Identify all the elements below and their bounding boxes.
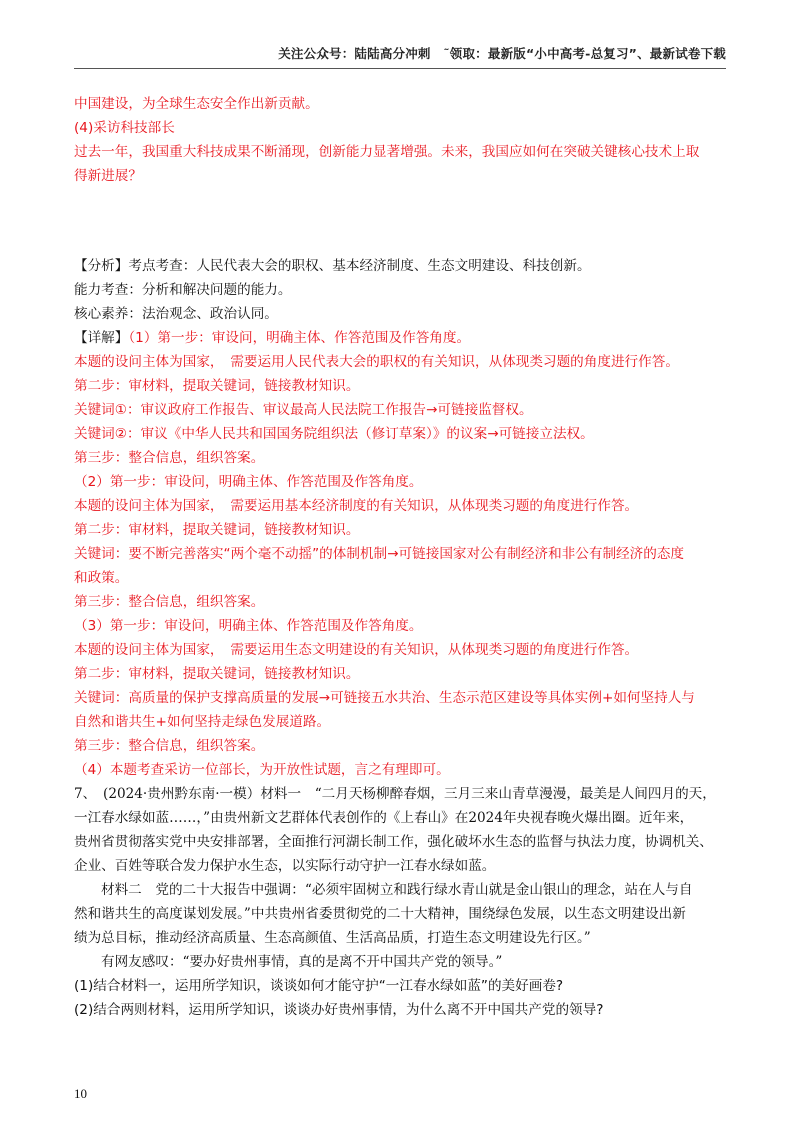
analysis-line-1: 【分析】考点考查：人民代表大会的职权、基本经济制度、生态文明建设、科技创新。	[74, 258, 591, 274]
detail-step-1: （1）第一步：审设问，明确主体、作答范围及作答角度。	[128, 330, 471, 346]
part3-line-6: 第三步：整合信息，组织答案。	[74, 738, 265, 754]
part2-line-3: 第二步：审材料，提取关键词，链接教材知识。	[74, 522, 360, 538]
material2-line-3: 绩为总目标，推动经济高质量、生态高颜值、生活高品质，打造生态文明建设先行区。”	[74, 930, 591, 946]
header-divider	[74, 68, 726, 69]
analysis-line-2: 能力考查：分析和解决问题的能力。	[74, 282, 292, 298]
page-content	[74, 92, 726, 1022]
detail-line-6: 第三步：整合信息，组织答案。	[74, 450, 265, 466]
part2-line-2: 本题的设问主体为国家， 需要运用基本经济制度的有关知识，从体现类习题的角度进行作答。	[74, 498, 639, 514]
top-line-1: 中国建设，为全球生态安全作出新贡献。	[74, 96, 319, 112]
part3-line-3: 第二步：审材料，提取关键词，链接教材知识。	[74, 666, 360, 682]
material2-line-2: 然和谐共生的高度谋划发展。”中共贵州省委贯彻党的二十大精神，围绕绿色发展，以生态文明建设出新	[74, 906, 686, 922]
part3-line-5: 自然和谐共生+如何坚持走绿色发展道路。	[74, 714, 331, 730]
detail-line-2: 本题的设问主体为国家， 需要运用人民代表大会的职权的有关知识，从体现类习题的角度进行作答。	[74, 354, 679, 370]
detail-line-3: 第二步：审材料，提取关键词，链接教材知识。	[74, 378, 360, 394]
analysis-line-3: 核心素养：法治观念、政治认同。	[74, 306, 278, 322]
part2-line-4: 关键词：要不断完善落实“两个毫不动摇”的体制机制→可链接国家对公有制经济和非公有制经济的态度	[74, 546, 685, 562]
part3-line-4: 关键词：高质量的保护支撑高质量的发展→可链接五水共治、生态示范区建设等具体实例+如何坚持人与	[74, 690, 695, 706]
part2-line-6: 第三步：整合信息，组织答案。	[74, 594, 265, 610]
question7-line-4: 企业、百姓等联合发力保护水生态，以实际行动守护一江春水绿如蓝。	[74, 858, 496, 874]
sub-question-1: (1)结合材料一，运用所学知识，谈谈如何才能守护“一江春水绿如蓝”的美好画卷?	[74, 978, 564, 994]
page-number: 10	[74, 1086, 87, 1101]
page-header: 关注公众号：陆陆高分冲刺 ˜领取：最新版“小中高考-总复习”、最新试卷下载	[278, 46, 726, 61]
question7-line-1: 7、 (2024·贵州黔东南·一模）材料一 “二月天杨柳醉春烟，三月三来山青草漫漫，最美是人间四月的天，	[74, 786, 716, 802]
top-line-4: 得新进展？	[74, 168, 142, 184]
spacer	[74, 188, 726, 254]
part3-line-1: （3）第一步：审设问，明确主体、作答范围及作答角度。	[74, 618, 423, 634]
detail-label: 【详解】	[74, 330, 129, 346]
part2-line-1: （2）第一步：审设问，明确主体、作答范围及作答角度。	[74, 474, 423, 490]
netizen-line: 有网友感叹：“要办好贵州事情，真的是离不开中国共产党的领导。”	[101, 954, 503, 970]
sub-question-2: (2)结合两则材料，运用所学知识，谈谈办好贵州事情，为什么离不开中国共产党的领导?	[74, 1002, 604, 1018]
detail-line-5: 关键词②：审议《中华人民共和国国务院组织法（修订草案）》的议案→可链接立法权。	[74, 426, 594, 442]
question7-line-3: 贵州省贯彻落实党中央安排部署，全面推行河湖长制工作，强化破坏水生态的监督与执法力度，协调机关、	[74, 834, 713, 850]
top-line-2: (4)采访科技部长	[74, 120, 175, 136]
question7-line-2: 一江春水绿如蓝……，”由贵州新文艺群体代表创作的《上春山》在2024年央视春晚火爆出圈。近年来，	[74, 810, 694, 826]
detail-line-1	[74, 326, 726, 350]
detail-line-4: 关键词①：审议政府工作报告、审议最高人民法院工作报告→可链接监督权。	[74, 402, 533, 418]
part3-line-2: 本题的设问主体为国家， 需要运用生态文明建设的有关知识，从体现类习题的角度进行作答。	[74, 642, 639, 658]
material2-line-1: 材料二 党的二十大报告中强调：“必须牢固树立和践行绿水青山就是金山银山的理念，站在人与自	[101, 882, 693, 898]
top-line-3: 过去一年，我国重大科技成果不断涌现，创新能力显著增强。未来，我国应如何在突破关键核心技术上取	[74, 144, 700, 160]
part4-line-1: （4）本题考查采访一位部长，为开放性试题，言之有理即可。	[74, 762, 450, 778]
part2-line-5: 和政策。	[74, 570, 129, 586]
